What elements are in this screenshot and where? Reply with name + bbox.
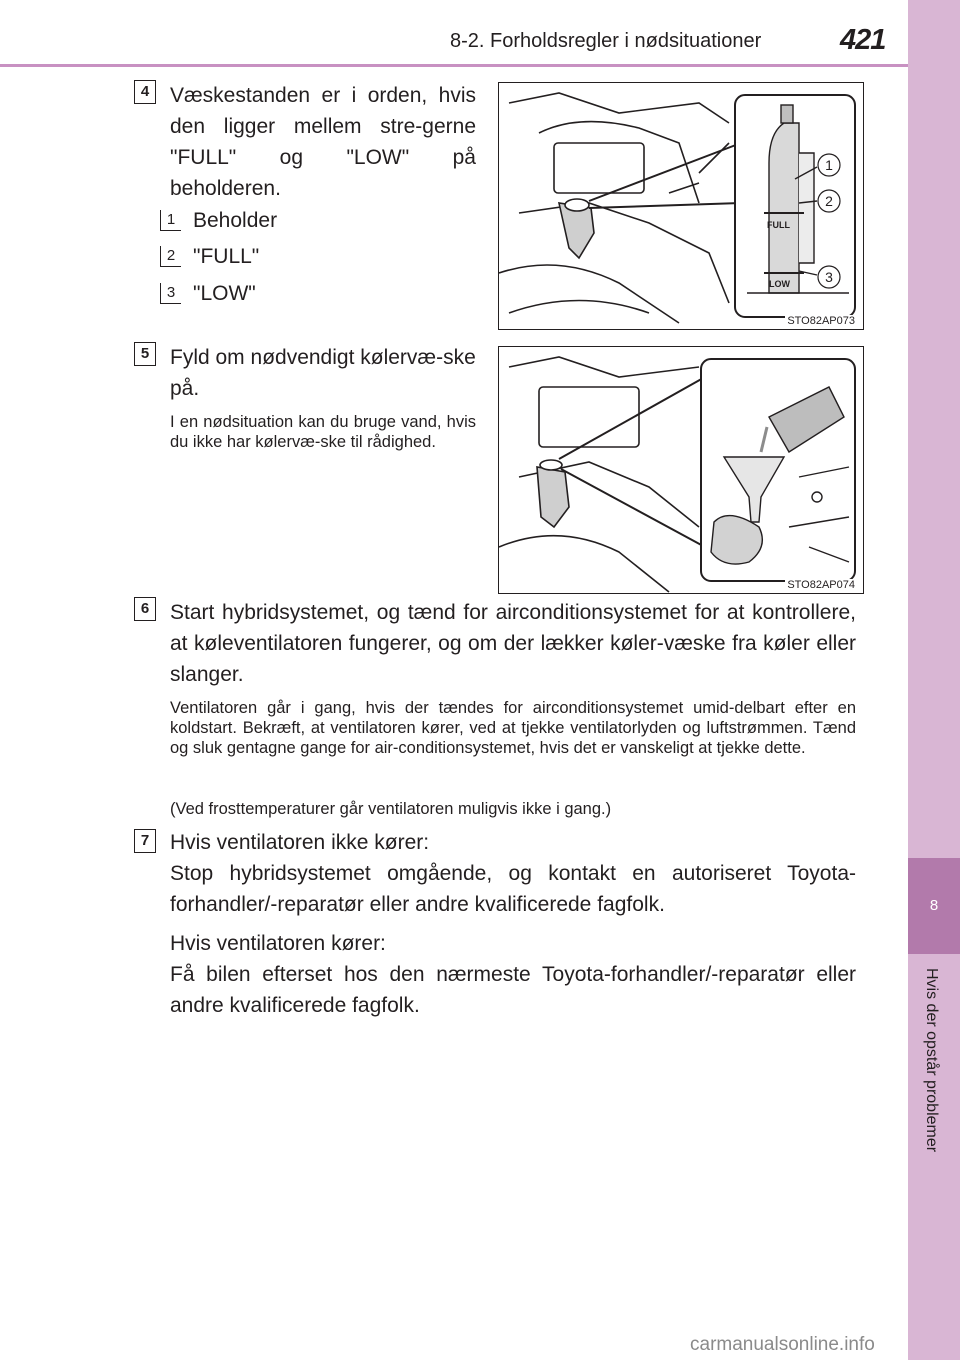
header-rule: [0, 64, 908, 67]
callout-item: [160, 281, 256, 307]
chapter-title: Hvis der opstår problemer: [923, 968, 940, 1153]
callout-label: Beholder: [193, 209, 278, 232]
callout-number: 1: [160, 210, 181, 231]
step-number-4: 4: [134, 80, 156, 104]
full-marker: FULL: [767, 220, 790, 230]
step-7-text-2: Få bilen efterset hos den nærmeste Toyota-forhandler/-reparatør eller andre kvalificerede fagfolk.: [170, 963, 856, 1017]
callout-item: [160, 244, 259, 270]
step-number-7: 7: [134, 829, 156, 853]
step-number-5: 5: [134, 342, 156, 366]
step-6-text: Start hybridsystemet, og tænd for airconditionsystemet for at kontrollere, at køleventilatoren fungerer, og om der lækker køler-væske fra køler eller slanger.: [170, 601, 856, 686]
step-4-text: Væskestanden er i orden, hvis den ligger mellem stre-gerne "FULL" og "LOW" på beholderen.: [170, 84, 476, 200]
refill-illustration: [499, 347, 863, 593]
step-5-text: Fyld om nødvendigt kølervæ-ske på.: [170, 346, 476, 400]
figure-coolant-refill: [498, 346, 864, 594]
step-7-heading-2: Hvis ventilatoren kører:: [170, 932, 386, 955]
step-6-note-2: (Ved frosttemperaturer går ventilatoren muligvis ikke i gang.): [170, 800, 612, 818]
watermark: carmanualsonline.info: [690, 1334, 875, 1355]
callout-label: "LOW": [193, 282, 256, 305]
callout-number: 2: [160, 246, 181, 267]
engine-bay-illustration: [499, 83, 863, 329]
callout-label: "FULL": [193, 245, 260, 268]
step-5-note: I en nødsituation kan du bruge vand, hvis du ikke har kølervæ-ske til rådighed.: [170, 413, 476, 451]
callout-item: [160, 208, 277, 234]
figure-code: STO82AP074: [787, 579, 855, 591]
figure-callout-3: 3: [825, 269, 833, 285]
page-number: 421: [840, 24, 886, 56]
step-number-6: 6: [134, 597, 156, 621]
figure-callout-1: 1: [825, 157, 833, 173]
step-7-text: Stop hybridsystemet omgående, og kontakt en autoriseret Toyota-forhandler/-reparatør eller andre kvalificerede fagfolk.: [170, 862, 856, 916]
section-title: 8-2. Forholdsregler i nødsituationer: [450, 30, 762, 52]
chapter-side-tab: [908, 0, 960, 1360]
callout-number: 3: [160, 283, 181, 304]
low-marker: LOW: [769, 279, 790, 289]
step-7-heading: Hvis ventilatoren ikke kører:: [170, 831, 430, 854]
figure-coolant-reservoir: [498, 82, 864, 330]
chapter-number: 8: [908, 858, 960, 954]
figure-callout-2: 2: [825, 193, 833, 209]
step-6-note: Ventilatoren går i gang, hvis der tændes for airconditionsystemet umid-delbart efter en koldstart. Bekræft, at ventilatoren kører, ved at tjekke ventilatorlyden og luftstrømmen. Tænd og sluk gentagne gange for air-conditionsystemet, hvis det er vanskeligt at tjekke dette.: [170, 699, 856, 757]
figure-code: STO82AP073: [787, 315, 855, 327]
